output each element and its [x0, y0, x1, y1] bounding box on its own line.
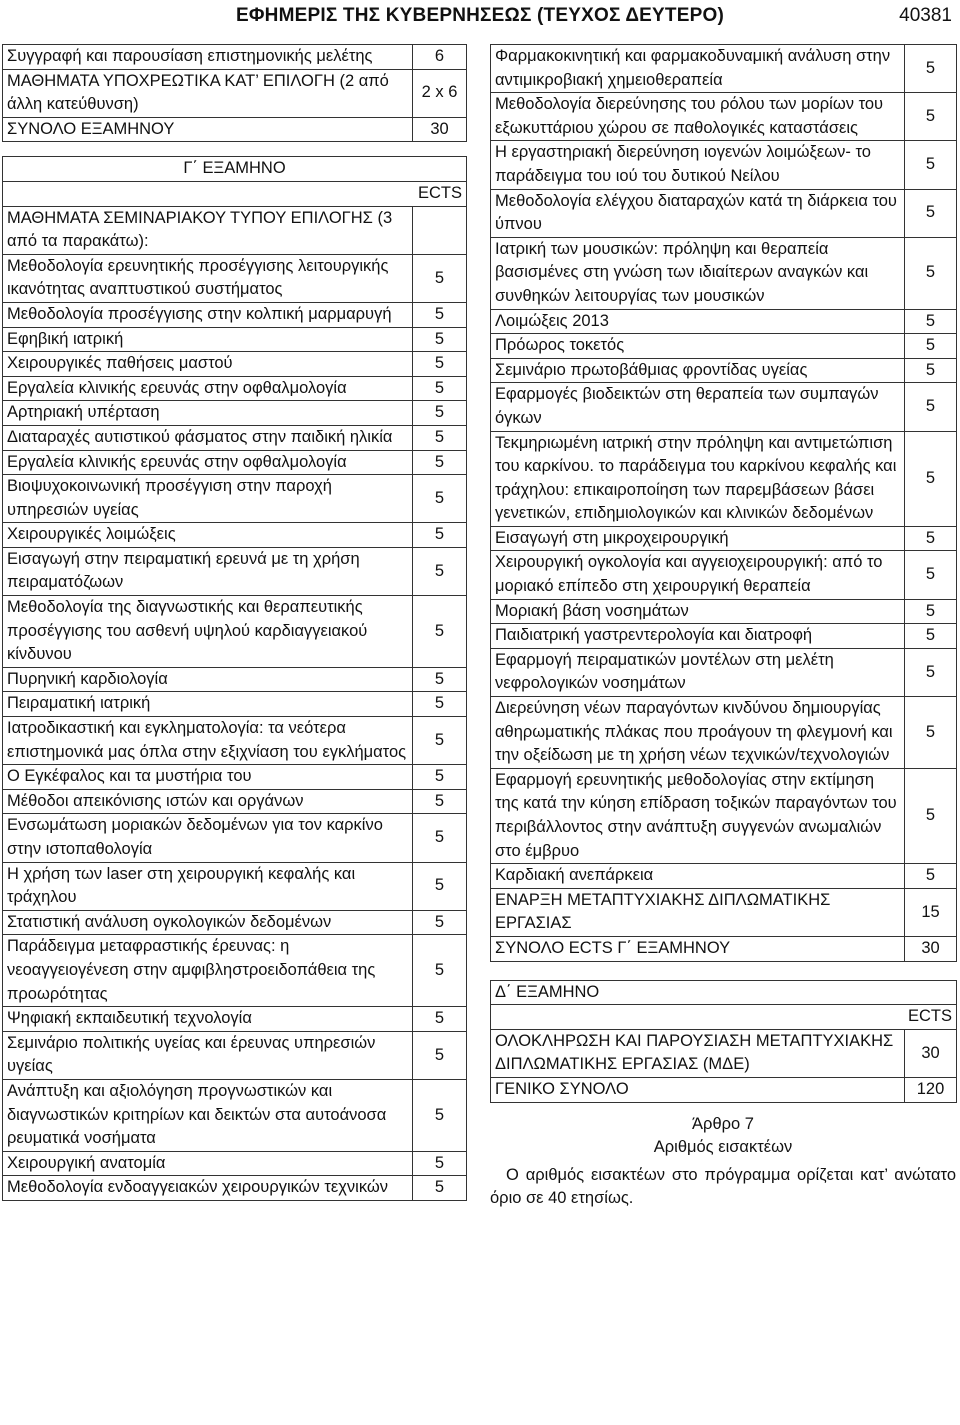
ects-value: 15	[905, 888, 957, 936]
course-name: Εφηβική ιατρική	[3, 327, 413, 352]
semester-d-table	[490, 980, 957, 1103]
course-name: Μεθοδολογία διερεύνησης του ρόλου των μορίων του εξωκυττάριου χώρου σε παθολογικές καταστάσεις	[491, 93, 905, 141]
course-row	[491, 526, 957, 551]
semester-d-row	[491, 1029, 957, 1077]
course-name: Μεθοδολογία ελέγχου διαταραχών κατά τη διάρκεια του ύπνου	[491, 189, 905, 237]
ects-value: 6	[413, 45, 467, 70]
group-title: ΜΑΘΗΜΑΤΑ ΣΕΜΙΝΑΡΙΑΚΟΥ ΤΥΠΟΥ ΕΠΙΛΟΓΗΣ (3 από τα παρακάτω):	[3, 206, 413, 254]
semester-c-continued-table	[490, 44, 957, 962]
ects-value: 5	[413, 667, 467, 692]
semester-c-table	[2, 156, 467, 1201]
ects-value: 5	[413, 376, 467, 401]
course-row	[491, 599, 957, 624]
summary-row	[3, 117, 467, 142]
course-row	[491, 936, 957, 961]
course-row	[491, 383, 957, 431]
course-row	[491, 624, 957, 649]
course-row	[491, 768, 957, 863]
course-row	[3, 765, 467, 790]
course-row	[3, 667, 467, 692]
ects-value: 5	[413, 1031, 467, 1079]
ects-value: 120	[905, 1077, 957, 1102]
ects-value: 5	[413, 475, 467, 523]
semester-d-ects-row	[491, 1005, 957, 1030]
ects-value: 5	[905, 768, 957, 863]
course-row	[491, 93, 957, 141]
ects-value: 5	[905, 551, 957, 599]
course-name: Πρόωρος τοκετός	[491, 334, 905, 359]
course-name: Πυρηνική καρδιολογία	[3, 667, 413, 692]
course-name: Εισαγωγή στην πειραματική ερευνά με τη χρήση πειραματόζωων	[3, 547, 413, 595]
article-text: Ο αριθμός εισακτέων στο πρόγραμμα ορίζεται κατ’ ανώτατο όριο σε 40 ετησίως.	[490, 1165, 956, 1208]
article-7	[490, 1113, 956, 1211]
course-name: ΣΥΝΟΛΟ ECTS Γ΄ ΕΞΑΜΗΝΟΥ	[491, 936, 905, 961]
course-name: Μεθοδολογία της διαγνωστικής και θεραπευτικής προσέγγισης του ασθενή υψηλού καρδιαγγειακού κίνδυνου	[3, 596, 413, 668]
course-row	[3, 302, 467, 327]
course-name: Εργαλεία κλινικής ερευνάς στην οφθαλμολογία	[3, 450, 413, 475]
course-row	[3, 789, 467, 814]
ects-value: 30	[905, 1029, 957, 1077]
ects-value: 5	[413, 547, 467, 595]
ects-value: 5	[413, 425, 467, 450]
course-name: Διερεύνηση νέων παραγόντων κινδύνου δημιουργίας αθηρωματικής πλάκας που προάγουν τη φλεγμονή και την οξείδωση με τη χρήση νέων τεχνικών/τεχνολογιών	[491, 697, 905, 769]
summary-row	[3, 45, 467, 70]
ects-value: 5	[413, 910, 467, 935]
course-name: Παράδειγμα μεταφραστικής έρευνας: η νεοαγγειογένεση στην αμφιβληστροειδοπάθεια της προωρότητας	[3, 935, 413, 1007]
course-row	[491, 648, 957, 696]
course-row	[491, 309, 957, 334]
course-name: Μεθοδολογία ενδοαγγειακών χειρουργικών τεχνικών	[3, 1176, 413, 1201]
ects-value: 5	[413, 1151, 467, 1176]
course-row	[3, 814, 467, 862]
course-name: Ο Εγκέφαλος και τα μυστήρια του	[3, 765, 413, 790]
ects-value: 5	[905, 383, 957, 431]
ects-value: 5	[413, 596, 467, 668]
ects-value: 5	[413, 935, 467, 1007]
course-row	[491, 551, 957, 599]
course-row	[3, 1079, 467, 1151]
ects-value: 5	[905, 599, 957, 624]
course-name: Ψηφιακή εκπαιδευτική τεχνολογία	[3, 1007, 413, 1032]
course-row	[491, 141, 957, 189]
ects-value: 5	[413, 254, 467, 302]
ects-value: 5	[905, 45, 957, 93]
course-name: Διαταραχές αυτιστικού φάσματος στην παιδική ηλικία	[3, 425, 413, 450]
right-column	[490, 44, 956, 1211]
course-name: ΜΑΘΗΜΑΤΑ ΥΠΟΧΡΕΩΤΙΚΑ ΚΑΤ’ ΕΠΙΛΟΓΗ (2 από άλλη κατεύθυνση)	[3, 69, 413, 117]
course-row	[491, 431, 957, 526]
course-name: Ενσωμάτωση μοριακών δεδομένων για τον καρκίνο στην ιστοπαθολογία	[3, 814, 413, 862]
ects-value: 5	[905, 93, 957, 141]
ects-value: 5	[413, 692, 467, 717]
course-name: Χειρουργική ανατομία	[3, 1151, 413, 1176]
ects-value: 5	[413, 862, 467, 910]
course-name: Η χρήση των laser στη χειρουργική κεφαλής και τράχηλου	[3, 862, 413, 910]
course-row	[3, 450, 467, 475]
course-name: Μέθοδοι απεικόνισης ιστών και οργάνων	[3, 789, 413, 814]
table-gap	[490, 962, 956, 980]
course-name: Εφαρμογή ερευνητικής μεθοδολογίας στην εκτίμηση της κατά την κύηση επίδραση τοξικών παραγόντων του περιβάλλοντος στην ανάπτυξη συγγενών ανωμαλιών στο έμβρυο	[491, 768, 905, 863]
course-row	[3, 1176, 467, 1201]
ects-value: 5	[413, 401, 467, 426]
course-name: ΕΝΑΡΞΗ ΜΕΤΑΠΤΥΧΙΑΚΗΣ ΔΙΠΛΩΜΑΤΙΚΗΣ ΕΡΓΑΣΙΑΣ	[491, 888, 905, 936]
ects-value: 5	[413, 523, 467, 548]
course-row	[3, 717, 467, 765]
course-row	[491, 45, 957, 93]
ects-value: 5	[413, 327, 467, 352]
course-row	[491, 334, 957, 359]
course-row	[3, 1151, 467, 1176]
course-row	[3, 352, 467, 377]
course-row	[491, 237, 957, 309]
semester-title: Γ΄ ΕΞΑΜΗΝΟ	[3, 157, 467, 182]
course-name: Μεθοδολογία ερευνητικής προσέγγισης λειτουργικής ικανότητας αναπτυστικού συστήματος	[3, 254, 413, 302]
course-row	[3, 523, 467, 548]
ects-value: 5	[905, 526, 957, 551]
ects-value: 5	[905, 358, 957, 383]
course-name: Εισαγωγή στη μικροχειρουργική	[491, 526, 905, 551]
course-row	[3, 475, 467, 523]
course-name: Σεμινάριο πρωτοβάθμιας φροντίδας υγείας	[491, 358, 905, 383]
ects-value: 5	[905, 624, 957, 649]
article-title: Αριθμός εισακτέων	[653, 1138, 793, 1157]
ects-value: 5	[905, 334, 957, 359]
group-title-row	[3, 206, 467, 254]
ects-value: 5	[905, 697, 957, 769]
course-row	[3, 376, 467, 401]
course-name: Βιοψυχοκοινωνική προσέγγιση στην παροχή υπηρεσιών υγείας	[3, 475, 413, 523]
ects-value: 5	[413, 717, 467, 765]
course-name: Χειρουργική ογκολογία και αγγειοχειρουργική: από το μοριακό επίπεδο στη χειρουργική θεραπεία	[491, 551, 905, 599]
course-row	[3, 692, 467, 717]
semester-d-ects-header: ECTS	[491, 1005, 957, 1030]
course-row	[3, 1031, 467, 1079]
ects-value: 2 x 6	[413, 69, 467, 117]
ects-value: 5	[905, 189, 957, 237]
course-name: Ανάπτυξη και αξιολόγηση προγνωστικών και διαγνωστικών κριτηρίων και δεικτών στα αυτοάνοσα ρευματικά νοσήματα	[3, 1079, 413, 1151]
course-name: Χειρουργικές παθήσεις μαστού	[3, 352, 413, 377]
course-name: ΣΥΝΟΛΟ ΕΞΑΜΗΝΟΥ	[3, 117, 413, 142]
ects-value: 5	[905, 864, 957, 889]
summary-row	[3, 69, 467, 117]
semester-d-title: Δ΄ ΕΞΑΜΗΝΟ	[491, 980, 957, 1005]
course-name: Λοιμώξεις 2013	[491, 309, 905, 334]
ects-value: 5	[413, 1007, 467, 1032]
course-row	[3, 401, 467, 426]
course-name: Αρτηριακή υπέρταση	[3, 401, 413, 426]
ects-value: 5	[905, 141, 957, 189]
page-header	[0, 0, 960, 34]
ects-value: 30	[413, 117, 467, 142]
group-title-value	[413, 206, 467, 254]
page-number: 40381	[899, 5, 952, 26]
course-name: Ιατρική των μουσικών: πρόληψη και θεραπεία βασισμένες στη γνώση των ιδιαίτερων αναγκών και συνθηκών λειτουργίας των μουσικών	[491, 237, 905, 309]
ects-value: 5	[413, 789, 467, 814]
course-row	[3, 425, 467, 450]
ects-value: 5	[413, 352, 467, 377]
ects-value: 5	[413, 814, 467, 862]
ects-value: 5	[413, 450, 467, 475]
course-name: Μεθοδολογία προσέγγισης στην κολπική μαρμαρυγή	[3, 302, 413, 327]
ects-value: 5	[905, 648, 957, 696]
ects-value: 5	[413, 765, 467, 790]
semester-d-row	[491, 1077, 957, 1102]
ects-value: 5	[905, 309, 957, 334]
left-column	[2, 44, 466, 1201]
article-number: Άρθρο 7	[692, 1114, 754, 1133]
course-name: ΟΛΟΚΛΗΡΩΣΗ ΚΑΙ ΠΑΡΟΥΣΙΑΣΗ ΜΕΤΑΠΤΥΧΙΑΚΗΣ ΔΙΠΛΩΜΑΤΙΚΗΣ ΕΡΓΑΣΙΑΣ (ΜΔΕ)	[491, 1029, 905, 1077]
course-name: Εφαρμογές βιοδεικτών στη θεραπεία των συμπαγών όγκων	[491, 383, 905, 431]
course-row	[491, 888, 957, 936]
course-row	[3, 935, 467, 1007]
course-name: Πειραματική ιατρική	[3, 692, 413, 717]
course-name: Εργαλεία κλινικής ερευνάς στην οφθαλμολογία	[3, 376, 413, 401]
ects-value: 5	[905, 431, 957, 526]
course-name: Η εργαστηριακή διερεύνηση ιογενών λοιμώξεων- το παράδειγμα του ιού του δυτικού Νείλου	[491, 141, 905, 189]
course-name: Σεμινάριο πολιτικής υγείας και έρευνας υπηρεσιών υγείας	[3, 1031, 413, 1079]
course-row	[491, 697, 957, 769]
ects-value: 5	[413, 1176, 467, 1201]
table-gap	[2, 142, 466, 156]
course-name: Παιδιατρική γαστρεντερολογία και διατροφή	[491, 624, 905, 649]
course-name: Συγγραφή και παρουσίαση επιστημονικής μελέτης	[3, 45, 413, 70]
course-name: Ιατροδικαστική και εγκληματολογία: τα νεότερα επιστημονικά μας όπλα στην εξιχνίαση του εγκλήματος	[3, 717, 413, 765]
course-row	[3, 327, 467, 352]
course-name: Εφαρμογή πειραματικών μοντέλων στη μελέτη νεφρολογικών νοσημάτων	[491, 648, 905, 696]
course-row	[3, 596, 467, 668]
course-name: ΓΕΝΙΚΟ ΣΥΝΟΛΟ	[491, 1077, 905, 1102]
course-row	[3, 862, 467, 910]
course-row	[3, 547, 467, 595]
course-name: Καρδιακή ανεπάρκεια	[491, 864, 905, 889]
ects-header-row	[3, 181, 467, 206]
course-row	[491, 864, 957, 889]
ects-value: 5	[413, 1079, 467, 1151]
ects-value: 5	[413, 302, 467, 327]
course-row	[3, 1007, 467, 1032]
course-row	[491, 189, 957, 237]
course-name: Μοριακή βάση νοσημάτων	[491, 599, 905, 624]
course-name: Φαρμακοκινητική και φαρμακοδυναμική ανάλυση στην αντιμικροβιακή χημειοθεραπεία	[491, 45, 905, 93]
ects-value: 30	[905, 936, 957, 961]
ects-header: ECTS	[3, 181, 467, 206]
gazette-title: ΕΦΗΜΕΡΙΣ ΤΗΣ ΚΥΒΕΡΝΗΣΕΩΣ (ΤΕΥΧΟΣ ΔΕΥΤΕΡΟ)	[236, 5, 724, 26]
course-row	[491, 358, 957, 383]
semester-d-title-row	[491, 980, 957, 1005]
course-name: Χειρουργικές λοιμώξεις	[3, 523, 413, 548]
semester-b-summary-table	[2, 44, 467, 142]
course-row	[3, 254, 467, 302]
ects-value: 5	[905, 237, 957, 309]
semester-title-row	[3, 157, 467, 182]
course-name: Τεκμηριωμένη ιατρική στην πρόληψη και αντιμετώπιση του καρκίνου. το παράδειγμα του καρκίνου κεφαλής και τράχηλου: επικαιροποίηση των παρεμβάσεων βάσει γενετικών, επιδημιολογικών και κλινικών δεδομένων	[491, 431, 905, 526]
course-row	[3, 910, 467, 935]
course-name: Στατιστική ανάλυση ογκολογικών δεδομένων	[3, 910, 413, 935]
